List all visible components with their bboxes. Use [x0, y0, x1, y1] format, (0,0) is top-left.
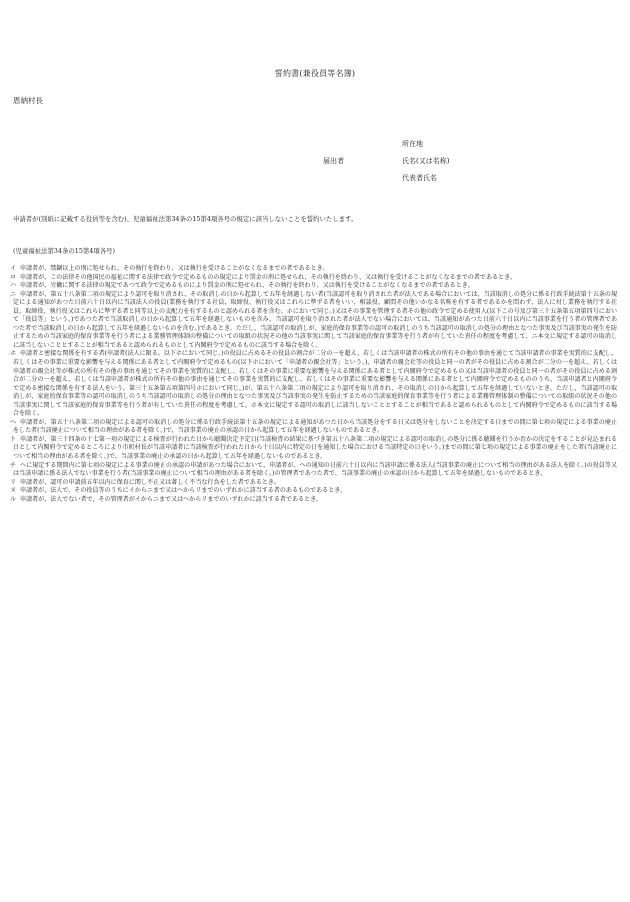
list-item: [9, 495, 617, 505]
list-item: [9, 350, 617, 418]
item-marker: ホ: [9, 350, 17, 358]
applicant-name-label: 氏名(又は名称): [402, 157, 450, 165]
item-marker: ヌ: [9, 487, 17, 495]
item-text: 申請者と密接な関係を有する者(申請者(法人に限る。以下ホにおいて同じ。)の役員に占めるその役員の割合が二分の一を超え、若しくは当該申請者の株式の所有その他の事由を通じて当該申請者の事業を実質的に支配し、若しくはその事業に重要な影響を与える関係にある者として内閣府令で定めるもの(以下ホにおいて「申請者の親会社等」という。)、申請者の親会社等の役員と同一の者がその役員に占める割合が二分の一を超え、若しくは申請者の親会社等が株式の所有その他の事由を通じてその事業を実質的に支配し、若しくはその事業に重要な影響を与える関係にある者として内閣府令で定めるもの又は当該申請者の役員と同一の者がその役員に占める割合が二分の一を超え、若しくは当該申請者が株式の所有その他の事由を通じてその事業を実質的に支配し、若しくはその事業に重要な影響を与える関係にある者として内閣府令で定めるもののうち、当該申請者と内閣府令で定める密接な関係を有する法人をいう。第三十五条第五項第四号ホにおいて同じ。)が、第五十八条第二項の規定により認可を取り消され、その取消しの日から起算して五年を経過していないとき。ただし、当該認可の取消しが、家庭的保育事業等の認可の取消しのうち当該認可の取消しの処分の理由となつた事実及び当該事実の発生を防止するための当該家庭的保育事業等を行う者による業務管理体制の整備についての取組の状況その他の当該事実に関して当該家庭的保育事業等を行う者が有していた責任の程度を考慮して、ホ本文に規定する認可の取消しに該当しないこととすることが相当であると認められるものとして内閣府令で定めるものに該当する場合を除く。: [13, 350, 617, 418]
disqualification-list: [9, 265, 617, 504]
list-item: [9, 290, 617, 351]
applicant-role-label: 届出者: [323, 157, 344, 165]
item-text: 申請者が、法人でない者で、その管理者がイからニまで又はヘからリまでのいずれかに該当する者であるとき。: [19, 495, 322, 503]
pledge-statement: 申請者が(別紙に記載する役員等を含む)、児童福祉法第34条の15第4項各号の規定に該当しないことを誓約いたします。: [13, 215, 358, 223]
applicant-block: [0, 139, 630, 189]
item-text: 申請者が、禁錮以上の刑に処せられ、その執行を終わり、又は執行を受けることがなくなるまでの者であるとき。: [19, 265, 329, 272]
item-marker: チ: [9, 461, 17, 469]
item-marker: ト: [9, 435, 17, 443]
item-text: 申請者が、労働に関する法律の規定であつて政令で定めるものにより罰金の刑に処せられ、その執行を終わり、又は執行を受けることがなくなるまでの者であるとき。: [19, 282, 474, 290]
item-marker: リ: [9, 478, 17, 486]
item-marker: ニ: [9, 290, 17, 298]
item-text: 申請者が、この法律その他国民の福祉に関する法律で政令で定めるものの規定により罰金の刑に処せられ、その執行を終わり、又は執行を受けることがなくなるまでの者であるとき。: [19, 273, 516, 281]
item-text: 申請者が、第三十四条の十七第一項の規定による検査が行われた日から聴聞決定予定日(当該検査の結果に基づき第五十八条第二項の規定による認可の取消しの処分に係る聴聞を行うか否かの決定をすることが見込まれる日として内閣府令で定めるところにより市町村長が当該申請者に当該検査が行われた日から十日以内に特定の日を通知した場合における当該特定の日をいう。)までの間に第七項の規定による事業の廃止をした者(当該廃止について相当の理由がある者を除く。)で、当該事業の廃止の承認の日から起算して五年を経過しないものであるとき。: [13, 435, 617, 461]
list-item: [9, 273, 617, 283]
item-text: 申請者が、法人で、その役員等のうちにイからニまで又はヘからリまでのいずれかに該当する者のあるものであるとき。: [19, 487, 347, 495]
list-item: [9, 418, 617, 436]
list-item: [9, 435, 617, 462]
item-text: 申請者が、第五十八条第二項の規定により認可を取り消され、その取消しの日から起算して五年を経過しない者(当該認可を取り消された者が法人である場合においては、当該取消しの処分に係る行政手続法第十五条の規定による通知があつた日前六十日以内に当該法人の役員(業務を執行する社員、取締役、執行役又はこれらに準ずる者をいい、相談役、顧問その他いかなる名称を有する者であるかを問わず、法人に対し業務を執行する社員、取締役、執行役又はこれらに準ずる者と同等以上の支配力を有するものと認められる者を含む。ホにおいて同じ。)又はその事業を管理する者その他の政令で定める使用人(以下この号及び第三十五条第五項第四号において「役員等」という。)であつた者で当該取消しの日から起算して五年を経過しないものを含み、当該認可を取り消された者が法人でない場合においては、当該通知があつた日前六十日以内に当該事業を行う者の管理者であつた者で当該取消しの日から起算して五年を経過しないものを含む。)であるとき。ただし、当該認可の取消しが、家庭的保育事業等の認可の取消しのうち当該認可の取消しの処分の理由となつた事実及び当該事実の発生を防止するための当該家庭的保育事業等を行う者による業務管理体制の整備についての取組の状況その他の当該事実に関して当該家庭的保育事業等を行う者が有していた責任の程度を考慮して、ニ本文に規定する認可の取消しに該当しないこととすることが相当であると認められるものとして内閣府令で定めるものに該当する場合を除く。: [13, 290, 617, 349]
item-marker: イ: [9, 265, 17, 272]
list-item: [9, 282, 617, 291]
addressee: 恩納村長: [13, 96, 43, 105]
item-marker: ハ: [9, 282, 17, 290]
list-item: [9, 478, 617, 488]
document-title: 誓約書(兼役員等名簿): [274, 69, 356, 78]
list-item: [9, 461, 617, 479]
list-item: [9, 265, 617, 274]
item-marker: ル: [9, 495, 17, 503]
item-text: 申請者が、第五十八条第二項の規定による認可の取消しの処分に係る行政手続法第十五条の規定による通知があつた日から当該処分をする日又は処分をしないことを決定する日までの間に第七項の規定による事業の廃止をした者(当該廃止について相当の理由がある者を除く。)で、当該事業の廃止の承認の日から起算して五年を経過しないものであるとき。: [13, 418, 617, 435]
item-marker: ロ: [9, 273, 17, 281]
item-text: ヘに規定する期間内に第七項の規定による事業の廃止の承認の申請があつた場合において、申請者が、ヘの通知の日前六十日以内に当該申請に係る法人(当該事業の廃止について相当の理由がある法人を除く。)の役員等又は当該申請に係る法人でない事業を行う者(当該事業の廃止について相当の理由がある者を除く。)の管理者であつた者で、当該事業の廃止の承認の日から起算して五年を経過しないものであるとき。: [13, 461, 617, 478]
item-marker: ヘ: [9, 418, 17, 426]
applicant-address-label: 所在地: [402, 140, 423, 148]
applicant-representative-label: 代表者氏名: [402, 174, 437, 182]
section-heading: (児童福祉法第34条の15第4項各号): [13, 247, 116, 255]
item-text: 申請者が、認可の申請前五年以内に保育に関し不正又は著しく不当な行為をした者であるとき。: [19, 478, 280, 486]
list-item: [9, 487, 617, 496]
